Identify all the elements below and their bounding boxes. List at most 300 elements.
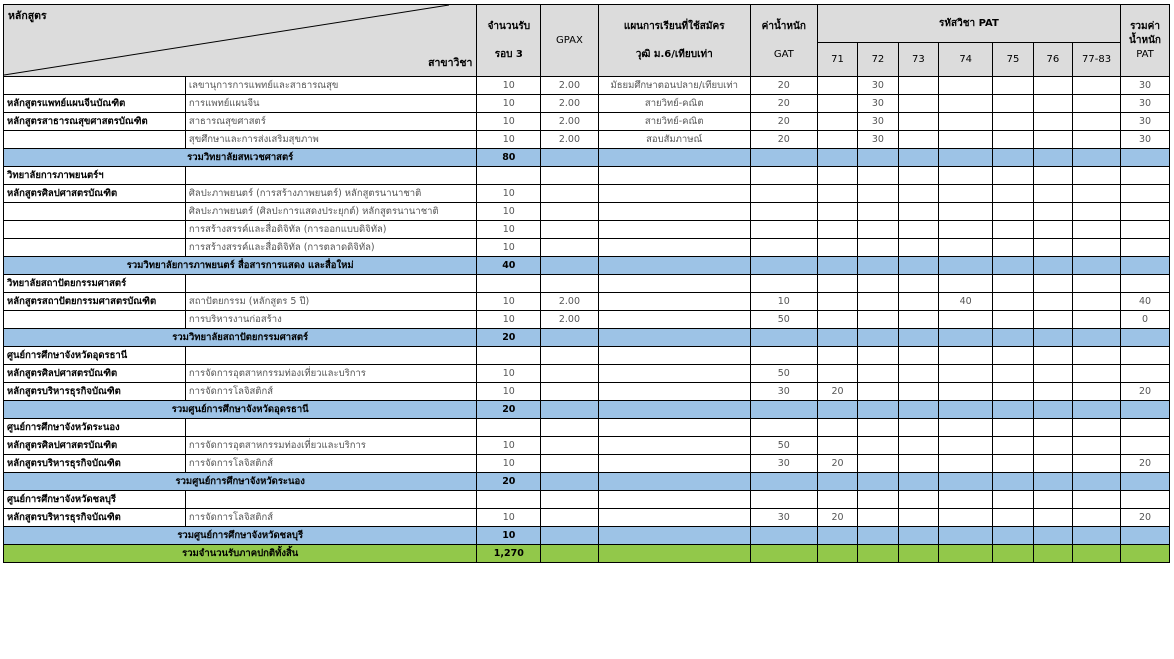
pat-cell xyxy=(939,77,993,95)
table-row xyxy=(4,131,1170,149)
plan-cell: สายวิทย์-คณิต xyxy=(598,95,750,113)
table-row xyxy=(4,185,1170,203)
empty-cell xyxy=(598,545,750,563)
pat-cell xyxy=(939,185,993,203)
empty-cell xyxy=(939,275,993,293)
pat-cell: 20 xyxy=(817,383,857,401)
empty-cell xyxy=(541,275,598,293)
empty-cell xyxy=(939,527,993,545)
table-body xyxy=(4,77,1170,563)
pat-cell xyxy=(1033,77,1072,95)
empty-cell xyxy=(541,473,598,491)
pat-cell xyxy=(1033,311,1072,329)
gpax-cell xyxy=(541,455,598,473)
empty-cell xyxy=(1073,257,1121,275)
empty-cell xyxy=(858,257,898,275)
pat-cell xyxy=(1073,221,1121,239)
subtotal-quota: 80 xyxy=(477,149,541,167)
header-pat-code: 74 xyxy=(939,43,993,77)
empty-cell xyxy=(993,545,1033,563)
empty-cell xyxy=(750,149,817,167)
plan-cell xyxy=(598,185,750,203)
section-row xyxy=(4,167,1170,185)
subtotal-row xyxy=(4,473,1170,491)
empty-cell xyxy=(598,419,750,437)
gpax-cell: 2.00 xyxy=(541,293,598,311)
total-pat-cell: 40 xyxy=(1121,293,1170,311)
subtotal-label: รวมวิทยาลัยสหเวชศาสตร์ xyxy=(4,149,477,167)
empty-cell xyxy=(993,149,1033,167)
pat-cell xyxy=(898,239,938,257)
empty-cell xyxy=(898,491,938,509)
empty-cell xyxy=(993,275,1033,293)
empty-cell xyxy=(1073,329,1121,347)
empty-cell xyxy=(1033,149,1072,167)
gat-cell: 20 xyxy=(750,113,817,131)
subtotal-quota: 20 xyxy=(477,329,541,347)
program-cell: หลักสูตรบริหารธุรกิจบัณฑิต xyxy=(4,383,186,401)
empty-cell xyxy=(750,527,817,545)
empty-cell xyxy=(1033,401,1072,419)
major-cell: เลขานุการการแพทย์และสาธารณสุข xyxy=(185,77,476,95)
pat-cell xyxy=(939,95,993,113)
pat-cell xyxy=(993,185,1033,203)
pat-cell xyxy=(817,239,857,257)
subtotal-label: รวมวิทยาลัยสถาปัตยกรรมศาสตร์ xyxy=(4,329,477,347)
gpax-cell: 2.00 xyxy=(541,77,598,95)
pat-cell xyxy=(1073,131,1121,149)
quota-cell: 10 xyxy=(477,95,541,113)
gat-cell: 30 xyxy=(750,383,817,401)
pat-cell xyxy=(898,293,938,311)
pat-cell xyxy=(1033,239,1072,257)
empty-cell xyxy=(858,167,898,185)
gat-cell: 20 xyxy=(750,131,817,149)
gpax-cell xyxy=(541,365,598,383)
gpax-cell: 2.00 xyxy=(541,95,598,113)
section-title: วิทยาลัยสถาปัตยกรรมศาสตร์ xyxy=(4,275,186,293)
table-row xyxy=(4,455,1170,473)
header-gpax: GPAX xyxy=(541,5,598,77)
empty-cell xyxy=(1121,167,1170,185)
empty-cell xyxy=(598,167,750,185)
pat-cell xyxy=(898,383,938,401)
empty-cell xyxy=(1073,275,1121,293)
plan-cell xyxy=(598,365,750,383)
quota-cell: 10 xyxy=(477,311,541,329)
empty-cell xyxy=(598,401,750,419)
total-pat-cell: 30 xyxy=(1121,131,1170,149)
section-row xyxy=(4,419,1170,437)
empty-cell xyxy=(858,275,898,293)
empty-cell xyxy=(750,401,817,419)
pat-cell xyxy=(817,437,857,455)
empty-cell xyxy=(858,527,898,545)
pat-cell xyxy=(1073,383,1121,401)
major-cell: ศิลปะภาพยนตร์ (ศิลปะการแสดงประยุกต์) หลักสูตรนานาชาติ xyxy=(185,203,476,221)
program-cell: หลักสูตรบริหารธุรกิจบัณฑิต xyxy=(4,455,186,473)
pat-cell: 20 xyxy=(817,455,857,473)
pat-cell xyxy=(1033,455,1072,473)
header-gat: ค่าน้ำหนัก GAT xyxy=(750,5,817,77)
empty-cell xyxy=(993,347,1033,365)
empty-cell xyxy=(598,257,750,275)
program-cell xyxy=(4,311,186,329)
plan-cell xyxy=(598,203,750,221)
program-cell: หลักสูตรศิลปศาสตรบัณฑิต xyxy=(4,185,186,203)
major-cell: การสร้างสรรค์และสื่อดิจิทัล (การออกแบบดิจิทัล) xyxy=(185,221,476,239)
pat-cell xyxy=(993,203,1033,221)
total-pat-cell xyxy=(1121,365,1170,383)
quota-cell: 10 xyxy=(477,131,541,149)
empty-cell xyxy=(817,257,857,275)
subtotal-row xyxy=(4,329,1170,347)
gpax-cell: 2.00 xyxy=(541,131,598,149)
empty-cell xyxy=(185,347,476,365)
empty-cell xyxy=(817,419,857,437)
pat-cell xyxy=(1033,203,1072,221)
empty-cell xyxy=(898,347,938,365)
total-pat-cell xyxy=(1121,437,1170,455)
major-cell: การจัดการโลจิสติกส์ xyxy=(185,455,476,473)
pat-cell xyxy=(1073,95,1121,113)
gat-cell xyxy=(750,203,817,221)
empty-cell xyxy=(1033,167,1072,185)
pat-cell xyxy=(1033,365,1072,383)
header-plan: แผนการเรียนที่ใช้สมัคร วุฒิ ม.6/เทียบเท่า xyxy=(598,5,750,77)
empty-cell xyxy=(541,401,598,419)
subtotal-label: รวมวิทยาลัยการภาพยนตร์ สื่อสารการแสดง และสื่อใหม่ xyxy=(4,257,477,275)
empty-cell xyxy=(185,167,476,185)
quota-cell: 10 xyxy=(477,185,541,203)
subtotal-row xyxy=(4,401,1170,419)
pat-cell xyxy=(898,437,938,455)
empty-cell xyxy=(541,545,598,563)
empty-cell xyxy=(993,329,1033,347)
pat-cell xyxy=(817,221,857,239)
empty-cell xyxy=(1073,401,1121,419)
grand-total-row xyxy=(4,545,1170,563)
program-cell xyxy=(4,77,186,95)
pat-cell xyxy=(1073,365,1121,383)
plan-cell xyxy=(598,383,750,401)
pat-cell xyxy=(993,131,1033,149)
major-cell: การจัดการอุตสาหกรรมท่องเที่ยวและบริการ xyxy=(185,365,476,383)
section-row xyxy=(4,275,1170,293)
empty-cell xyxy=(598,347,750,365)
table-row xyxy=(4,77,1170,95)
pat-cell xyxy=(1073,455,1121,473)
empty-cell xyxy=(185,275,476,293)
empty-cell xyxy=(1073,473,1121,491)
section-row xyxy=(4,491,1170,509)
major-cell: การบริหารงานก่อสร้าง xyxy=(185,311,476,329)
pat-cell xyxy=(858,293,898,311)
pat-cell xyxy=(858,185,898,203)
empty-cell xyxy=(1121,257,1170,275)
header-pat-group: รหัสวิชา PAT xyxy=(817,5,1120,43)
empty-cell xyxy=(1033,419,1072,437)
pat-cell xyxy=(1033,509,1072,527)
empty-cell xyxy=(541,257,598,275)
pat-cell xyxy=(993,509,1033,527)
empty-cell xyxy=(477,491,541,509)
program-cell xyxy=(4,131,186,149)
empty-cell xyxy=(1033,257,1072,275)
gat-cell xyxy=(750,239,817,257)
empty-cell xyxy=(939,545,993,563)
empty-cell xyxy=(750,491,817,509)
pat-cell xyxy=(898,113,938,131)
empty-cell xyxy=(898,527,938,545)
table-row xyxy=(4,365,1170,383)
empty-cell xyxy=(858,419,898,437)
empty-cell xyxy=(750,419,817,437)
empty-cell xyxy=(817,275,857,293)
pat-cell xyxy=(993,455,1033,473)
empty-cell xyxy=(939,329,993,347)
empty-cell xyxy=(1073,347,1121,365)
empty-cell xyxy=(817,491,857,509)
pat-cell xyxy=(993,77,1033,95)
grand-total-quota: 1,270 xyxy=(477,545,541,563)
gat-cell: 50 xyxy=(750,365,817,383)
table-row xyxy=(4,383,1170,401)
major-cell: การจัดการโลจิสติกส์ xyxy=(185,383,476,401)
pat-cell: 40 xyxy=(939,293,993,311)
total-pat-cell xyxy=(1121,185,1170,203)
empty-cell xyxy=(750,329,817,347)
empty-cell xyxy=(185,491,476,509)
empty-cell xyxy=(858,401,898,419)
empty-cell xyxy=(477,167,541,185)
subtotal-label: รวมศูนย์การศึกษาจังหวัดชลบุรี xyxy=(4,527,477,545)
pat-cell xyxy=(939,311,993,329)
pat-cell xyxy=(939,203,993,221)
pat-cell xyxy=(993,95,1033,113)
total-pat-cell: 20 xyxy=(1121,455,1170,473)
table-row xyxy=(4,203,1170,221)
empty-cell xyxy=(1121,329,1170,347)
empty-cell xyxy=(898,545,938,563)
plan-cell xyxy=(598,293,750,311)
empty-cell xyxy=(898,275,938,293)
section-title: ศูนย์การศึกษาจังหวัดระนอง xyxy=(4,419,186,437)
total-pat-cell xyxy=(1121,203,1170,221)
pat-cell xyxy=(858,383,898,401)
admission-table xyxy=(3,4,1170,563)
pat-cell xyxy=(993,293,1033,311)
empty-cell xyxy=(1121,275,1170,293)
gat-cell: 30 xyxy=(750,455,817,473)
pat-cell xyxy=(858,455,898,473)
empty-cell xyxy=(541,329,598,347)
header-diagonal-line xyxy=(4,5,449,77)
empty-cell xyxy=(993,419,1033,437)
empty-cell xyxy=(750,257,817,275)
empty-cell xyxy=(598,275,750,293)
total-pat-cell: 30 xyxy=(1121,113,1170,131)
pat-cell xyxy=(1073,311,1121,329)
pat-cell xyxy=(817,311,857,329)
section-title: ศูนย์การศึกษาจังหวัดอุดรธานี xyxy=(4,347,186,365)
pat-cell xyxy=(1033,293,1072,311)
gpax-cell xyxy=(541,203,598,221)
empty-cell xyxy=(817,473,857,491)
empty-cell xyxy=(477,419,541,437)
pat-cell xyxy=(1033,185,1072,203)
pat-cell xyxy=(898,185,938,203)
empty-cell xyxy=(898,167,938,185)
empty-cell xyxy=(541,527,598,545)
pat-cell xyxy=(817,365,857,383)
section-title: ศูนย์การศึกษาจังหวัดชลบุรี xyxy=(4,491,186,509)
major-cell: สุขศึกษาและการส่งเสริมสุขภาพ xyxy=(185,131,476,149)
plan-cell xyxy=(598,221,750,239)
pat-cell xyxy=(898,365,938,383)
empty-cell xyxy=(1073,527,1121,545)
grand-total-label: รวมจำนวนรับภาคปกติทั้งสิ้น xyxy=(4,545,477,563)
subtotal-quota: 10 xyxy=(477,527,541,545)
empty-cell xyxy=(598,473,750,491)
table-row xyxy=(4,239,1170,257)
pat-cell xyxy=(939,239,993,257)
total-pat-cell: 0 xyxy=(1121,311,1170,329)
pat-cell xyxy=(858,509,898,527)
program-cell xyxy=(4,203,186,221)
total-pat-cell: 20 xyxy=(1121,383,1170,401)
empty-cell xyxy=(939,167,993,185)
pat-cell xyxy=(1033,131,1072,149)
empty-cell xyxy=(1033,329,1072,347)
empty-cell xyxy=(1033,275,1072,293)
pat-cell xyxy=(817,293,857,311)
gat-cell: 20 xyxy=(750,95,817,113)
empty-cell xyxy=(750,347,817,365)
pat-cell xyxy=(993,239,1033,257)
empty-cell xyxy=(598,527,750,545)
quota-cell: 10 xyxy=(477,113,541,131)
table-row xyxy=(4,437,1170,455)
section-row xyxy=(4,347,1170,365)
pat-cell xyxy=(993,311,1033,329)
gat-cell xyxy=(750,185,817,203)
program-cell: หลักสูตรแพทย์แผนจีนบัณฑิต xyxy=(4,95,186,113)
pat-cell xyxy=(858,203,898,221)
program-cell xyxy=(4,239,186,257)
program-cell: หลักสูตรสาธารณสุขศาสตรบัณฑิต xyxy=(4,113,186,131)
header-program-major xyxy=(4,5,477,77)
major-cell: การสร้างสรรค์และสื่อดิจิทัล (การตลาดดิจิทัล) xyxy=(185,239,476,257)
plan-cell: สายวิทย์-คณิต xyxy=(598,113,750,131)
table-row xyxy=(4,95,1170,113)
header-pat-code: 72 xyxy=(858,43,898,77)
major-cell: สาธารณสุขศาสตร์ xyxy=(185,113,476,131)
empty-cell xyxy=(858,149,898,167)
pat-cell xyxy=(817,95,857,113)
pat-cell: 30 xyxy=(858,77,898,95)
header-pat-code: 76 xyxy=(1033,43,1072,77)
header-quota: จำนวนรับ รอบ 3 xyxy=(477,5,541,77)
empty-cell xyxy=(817,527,857,545)
section-title: วิทยาลัยการภาพยนตร์ฯ xyxy=(4,167,186,185)
plan-cell xyxy=(598,455,750,473)
major-cell: การแพทย์แผนจีน xyxy=(185,95,476,113)
empty-cell xyxy=(817,347,857,365)
empty-cell xyxy=(858,473,898,491)
pat-cell xyxy=(817,77,857,95)
subtotal-row xyxy=(4,149,1170,167)
pat-cell xyxy=(858,239,898,257)
pat-cell xyxy=(898,455,938,473)
empty-cell xyxy=(939,401,993,419)
gat-cell: 50 xyxy=(750,437,817,455)
plan-cell xyxy=(598,437,750,455)
quota-cell: 10 xyxy=(477,509,541,527)
header-pat-code: 77-83 xyxy=(1073,43,1121,77)
pat-cell xyxy=(939,437,993,455)
empty-cell xyxy=(898,401,938,419)
pat-cell xyxy=(898,131,938,149)
total-pat-cell xyxy=(1121,239,1170,257)
pat-cell xyxy=(1033,113,1072,131)
pat-cell xyxy=(898,311,938,329)
empty-cell xyxy=(1121,401,1170,419)
empty-cell xyxy=(1121,419,1170,437)
quota-cell: 10 xyxy=(477,383,541,401)
quota-cell: 10 xyxy=(477,293,541,311)
pat-cell xyxy=(898,203,938,221)
pat-cell xyxy=(817,203,857,221)
subtotal-label: รวมศูนย์การศึกษาจังหวัดระนอง xyxy=(4,473,477,491)
program-cell: หลักสูตรบริหารธุรกิจบัณฑิต xyxy=(4,509,186,527)
empty-cell xyxy=(541,491,598,509)
empty-cell xyxy=(1121,491,1170,509)
gpax-cell xyxy=(541,383,598,401)
gat-cell: 30 xyxy=(750,509,817,527)
gat-cell: 50 xyxy=(750,311,817,329)
pat-cell xyxy=(1073,113,1121,131)
pat-cell xyxy=(1033,221,1072,239)
pat-cell xyxy=(939,221,993,239)
pat-cell xyxy=(858,437,898,455)
empty-cell xyxy=(858,491,898,509)
empty-cell xyxy=(1033,491,1072,509)
empty-cell xyxy=(477,347,541,365)
empty-cell xyxy=(750,275,817,293)
empty-cell xyxy=(541,167,598,185)
quota-cell: 10 xyxy=(477,239,541,257)
pat-cell xyxy=(817,185,857,203)
empty-cell xyxy=(541,419,598,437)
header-total-pat: รวมค่า น้ำหนัก PAT xyxy=(1121,5,1170,77)
empty-cell xyxy=(541,347,598,365)
plan-cell xyxy=(598,509,750,527)
empty-cell xyxy=(858,329,898,347)
gat-cell: 20 xyxy=(750,77,817,95)
table-row xyxy=(4,509,1170,527)
quota-cell: 10 xyxy=(477,77,541,95)
empty-cell xyxy=(1033,527,1072,545)
empty-cell xyxy=(858,545,898,563)
empty-cell xyxy=(817,401,857,419)
pat-cell xyxy=(939,365,993,383)
plan-cell xyxy=(598,311,750,329)
plan-cell xyxy=(598,239,750,257)
empty-cell xyxy=(1073,149,1121,167)
empty-cell xyxy=(1073,545,1121,563)
program-cell: หลักสูตรศิลปศาสตรบัณฑิต xyxy=(4,437,186,455)
